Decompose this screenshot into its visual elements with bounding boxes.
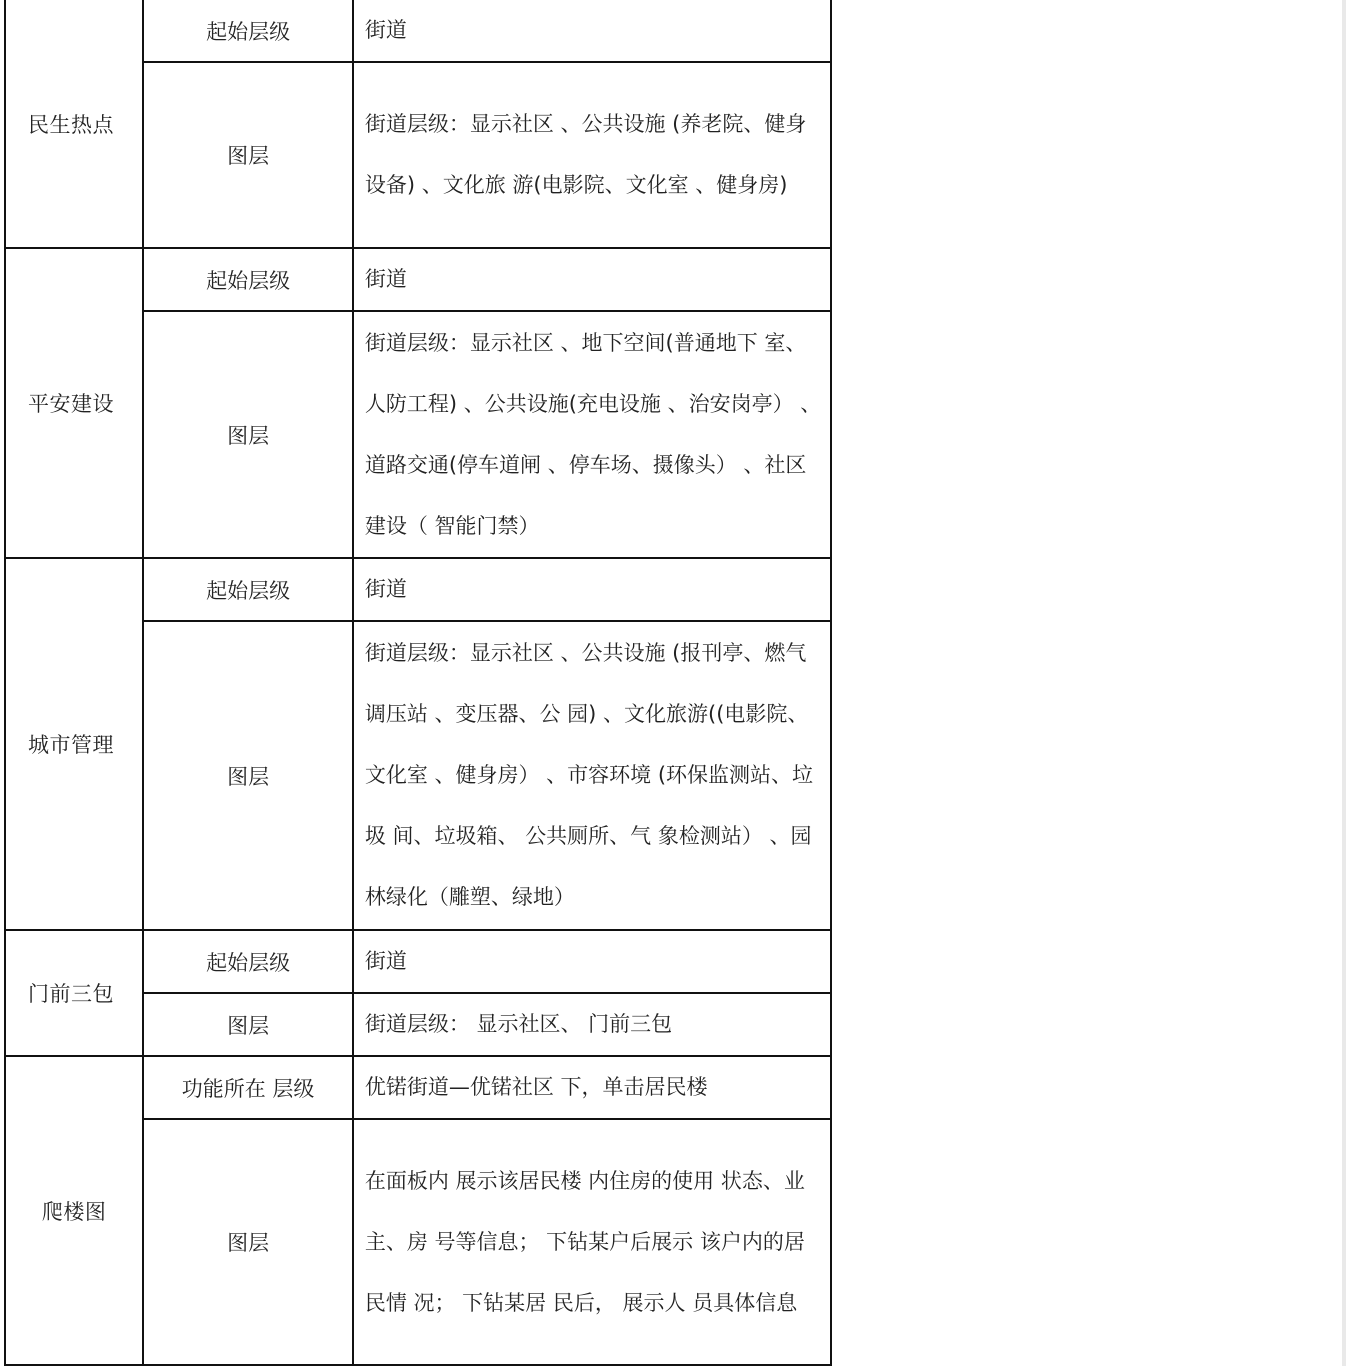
value-cell: 街道层级：显示社区 、公共设施 (养老院、健身设备) 、文化旅 游(电影院、文化室 、健身房) — [353, 62, 831, 248]
attribute-cell: 图层 — [143, 993, 353, 1056]
attribute-cell: 图层 — [143, 1119, 353, 1365]
scrollbar-track[interactable] — [1342, 0, 1346, 1366]
category-cell: 门前三包 — [5, 930, 143, 1056]
attribute-cell: 图层 — [143, 621, 353, 930]
attribute-cell: 起始层级 — [143, 0, 353, 62]
table-row — [5, 1056, 831, 1119]
category-cell: 城市管理 — [5, 558, 143, 930]
attribute-cell: 起始层级 — [143, 930, 353, 993]
value-cell: 街道 — [353, 0, 831, 62]
category-cell: 民生热点 — [5, 0, 143, 248]
layer-spec-table — [4, 0, 832, 1366]
attribute-cell: 功能所在 层级 — [143, 1056, 353, 1119]
table-row — [5, 930, 831, 993]
value-cell: 街道 — [353, 930, 831, 993]
value-cell: 在面板内 展示该居民楼 内住房的使用 状态、业主、房 号等信息； 下钻某户后展示 该户内的居民情 况； 下钻某居 民后， 展示人 员具体信息 — [353, 1119, 831, 1365]
value-cell: 街道 — [353, 248, 831, 311]
attribute-cell: 起始层级 — [143, 248, 353, 311]
value-cell: 街道层级：显示社区 、地下空间(普通地下 室、人防工程) 、公共设施(充电设施 、治安岗亭） 、道路交通(停车道闸 、停车场、摄像头） 、社区建设（ 智能门禁） — [353, 311, 831, 558]
value-cell: 优锘街道—优锘社区 下，单击居民楼 — [353, 1056, 831, 1119]
category-cell: 平安建设 — [5, 248, 143, 558]
attribute-cell: 图层 — [143, 62, 353, 248]
table-row — [5, 0, 831, 62]
category-cell: 爬楼图 — [5, 1056, 143, 1365]
table-row — [5, 248, 831, 311]
value-cell: 街道 — [353, 558, 831, 621]
attribute-cell: 起始层级 — [143, 558, 353, 621]
value-cell: 街道层级：显示社区 、公共设施 (报刊亭、燃气调压站 、变压器、公 园) 、文化旅游((电影院、文化室 、健身房） 、市容环境 (环保监测站、垃圾 间、垃圾箱、 公共厕所、气 象检测站） 、园林绿化（雕塑、绿地） — [353, 621, 831, 930]
table-row — [5, 558, 831, 621]
value-cell: 街道层级： 显示社区、 门前三包 — [353, 993, 831, 1056]
attribute-cell: 图层 — [143, 311, 353, 558]
